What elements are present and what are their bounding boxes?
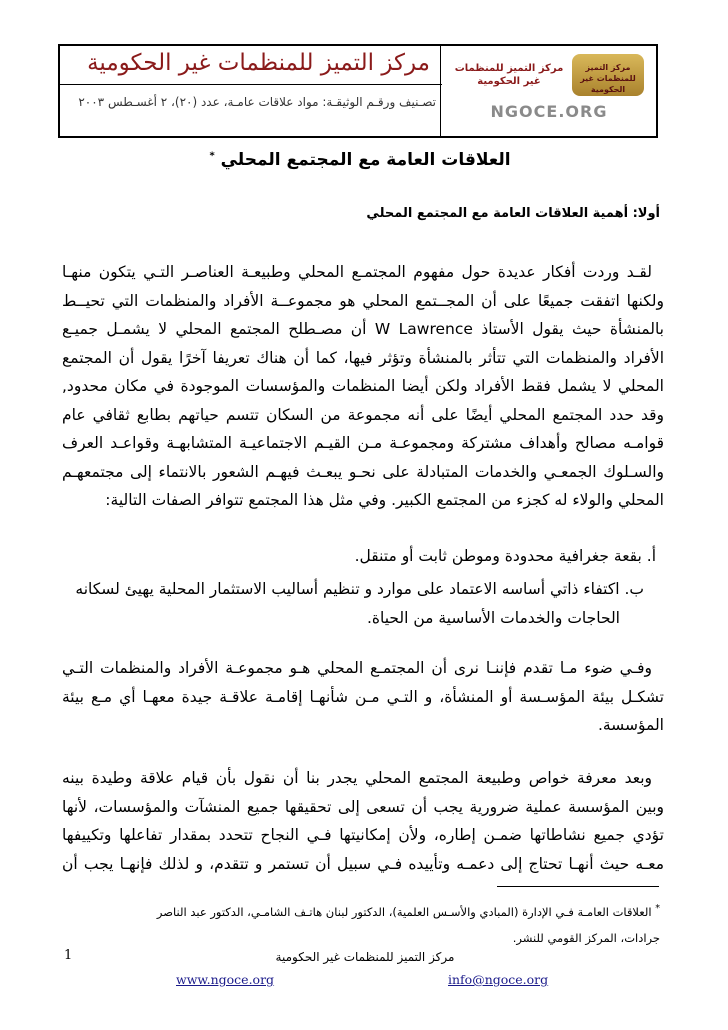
paragraph-line: تؤدي جميع نشاطاتها ضمـن إطاره، ولأن إمكانيتها فـي النجاح تتحدد بمقدار تفاعلها وتكييفها — [62, 826, 664, 844]
paragraph-line: والسـلوك الجمعـي والخدمات المتبادلة على نحـو يبعـث فيهـم الشعور بالانتماء إلى مجتمعهـم — [62, 462, 664, 481]
paragraph-line: بالمنشأة حيث يقول الأستاذ W Lawrence أن مصـطلح المجتمع المحلي لا يشمـل جميـع — [62, 320, 664, 338]
document-classification: تصـنيف ورقـم الوثيقـة: مواد علاقات عامـة، عدد (٢٠)، ٢ أغسـطس ٢٠٠٣ — [78, 95, 436, 109]
footnote-separator — [497, 886, 659, 887]
paragraph-line: وبعد معرفة خواص وطبيعة المجتمع المحلي يجدر بنا أن نقول بأن قيام علاقة وطيدة بينه — [62, 769, 652, 787]
logo-badge: مركز التميز للمنظمات غير الحكومية — [572, 54, 644, 96]
title-footnote-mark: * — [209, 150, 215, 162]
list-item-b: ب. اكتفاء ذاتي أساسه الاعتماد على موارد و تنظيم أساليب الاستثمار المحلية يهيئ لسكانه — [75, 580, 644, 598]
paragraph-line: الأفراد والمنظمات التي تتأثر بالمنشأة وتؤثر فيها، كما أن هناك تعريفا آخرًا يقول أن المجتمع — [62, 348, 664, 367]
footer-website-link[interactable]: www.ngoce.org — [176, 972, 275, 987]
paragraph-line: ولكنها اتفقت جميعًا على أن المجــتمع المحلي هو مجموعــة الأفراد والمنظمات التي تحيــط — [62, 291, 664, 310]
header-divider-vertical — [440, 46, 441, 136]
footnote-text-1: العلاقات العامـة فـي الإدارة (المبادي والأسـس العلمية)، الدكتور لبنان هاتـف الشامـي، الدكتور عبد الناصر — [156, 904, 652, 919]
logo-site-text: NGOCE.ORG — [490, 102, 608, 121]
paragraph-line: قوامـه مصالح وأهداف مشتركة ومجموعـة مـن القيـم الاجتماعيـة المتشابهـة وقواعـد العرف — [62, 434, 664, 452]
document-header — [58, 44, 658, 138]
paragraph-1 — [62, 258, 664, 515]
footnote-mark: * — [655, 903, 660, 914]
logo-org-name: مركز التميز للمنظمات غير الحكومية — [454, 63, 564, 87]
paragraph-line: تشكـل بيئة المؤسـسة أو المنشأة، و التـي مـن شأنهـا إقامـة علاقـة جيدة معهـا أي مـع بيئة — [62, 687, 664, 706]
paragraph-line: معـه حيث أنهـا تحتاج إلى دعمـه وتأييده فـي سبيل أن تستمر و تتقدم، و لذلك فإنهـا يجب أن — [62, 854, 664, 873]
paragraph-line: وقد حدد المجتمع المحلي أيضًا على أنه مجموعة من السكان تتسم حياتهم بطابع ثقافي عام — [62, 405, 664, 424]
paragraph-3 — [62, 764, 664, 878]
ngoce-logo — [444, 48, 656, 134]
org-title: مركز التميز للمنظمات غير الحكومية — [87, 50, 430, 76]
footnote — [62, 896, 660, 951]
paragraph-line: المحلي والولاء له كجزء من المجتمع الكبير. وفي مثل هذا المجتمع تتوافر الصفات التالية: — [105, 491, 664, 509]
paragraph-line: وبين المؤسسة عملية ضرورية يجب أن تسعى إلى تحقيقها جميع المنشآت والمؤسسات، لأنها — [62, 797, 664, 816]
paragraph-line: المحلي لا يشمل فقط الأفراد ولكن أيضا المنظمات والمؤسسات الموجودة في مكان محدود, — [62, 377, 664, 395]
page-title-text: العلاقات العامة مع المجتمع المحلي — [220, 150, 511, 170]
paragraph-2 — [62, 654, 664, 740]
header-divider-horizontal — [60, 84, 442, 85]
footnote-line-1 — [62, 896, 660, 925]
footer-org-name: مركز التميز للمنظمات غير الحكومية — [275, 950, 455, 964]
paragraph-line: المؤسسة. — [597, 716, 664, 734]
list-item-b-continued: الحاجات والخدمات الأساسية من الحياة. — [366, 609, 620, 627]
paragraph-line: لقـد وردت أفكار عديدة حول مفهوم المجتمـع المحلي وطبيعـة العناصـر التـي يتكون منهـا — [62, 263, 652, 281]
list-item-a: أ. بقعة جغرافية محدودة وموطن ثابت أو متنقل. — [354, 547, 656, 565]
paragraph-line: وفـي ضوء مـا تقدم فإننـا نرى أن المجتمـع المحلي هـو مجموعـة الأفراد والمنظمات التـي — [62, 659, 652, 677]
logo-banner — [450, 54, 650, 98]
page-number: 1 — [64, 948, 73, 963]
footnote-line-2: جرادات، المركز القومي للنشر. — [512, 930, 660, 945]
page-title — [60, 150, 660, 170]
section-heading: أولا: أهمية العلاقات العامة مع المجتمع المحلي — [366, 206, 660, 221]
footer-email-link[interactable]: info@ngoce.org — [448, 972, 549, 987]
